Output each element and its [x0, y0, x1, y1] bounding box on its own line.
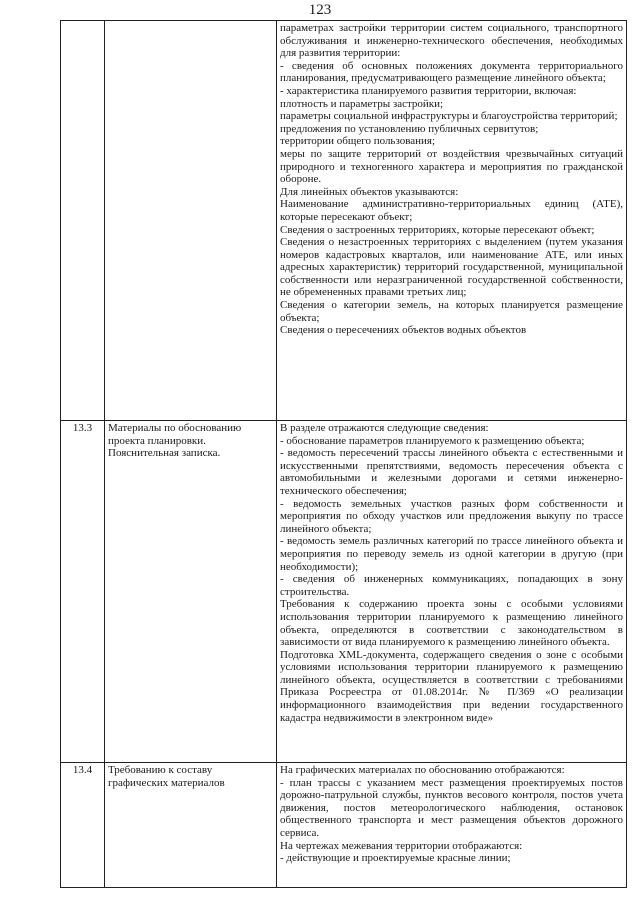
text-line: Сведения о застроенных территориях, которые пересекают объект; [280, 223, 595, 236]
text-line: Наименование административно-территориальных единиц (АТЕ), которые пересекают объект; [280, 198, 623, 223]
text-line: Подготовка XML-документа, содержащего сведения о зоне с особыми условиями использования территории планируемого к размещению линейного объекта, осуществляется в соответствии с требованиями Приказа Росреестра от 01.08.2014г. № П/369 «О реализации информационного взаимодействия при ведении государственного кадастра недвижимости в электронном виде» [280, 648, 623, 724]
text-line: В разделе отражаются следующие сведения: [280, 422, 489, 434]
text-line: - сведения об основных положениях документа территориального планирования, предусматривающего размещение линейного объекта; [280, 59, 623, 85]
text-line: - характеристика планируемого развития территории, включая: [280, 84, 577, 97]
text-line: Сведения о пересечениях объектов водных объектов [280, 324, 527, 337]
row-number: 13.3 [61, 421, 105, 763]
material-name: Материалы по обоснованию проекта планировки. Пояснительная записка. [105, 421, 277, 763]
text-line: территории общего пользования; [280, 135, 436, 148]
text-line: Сведения о категории земель, на которых планируется размещение объекта; [280, 299, 623, 324]
material-name: Требованию к составу графических материалов [105, 763, 277, 888]
text-line: - действующие и проектируемые красные линии; [280, 852, 511, 865]
text-line: На чертежах межевания территории отображаются: [280, 839, 523, 852]
text-line: - ведомость земель различных категорий по трассе линейного объекта и мероприятия по переводу земель из одной категории в другую (при необходимости); [280, 535, 623, 573]
text-line: меры по защите территорий от воздействия чрезвычайных ситуаций природного и техногенного характера и мероприятия по гражданской обороне. [280, 147, 623, 186]
requirements-table [60, 20, 627, 888]
requirements-text [277, 21, 627, 421]
material-name [105, 21, 277, 421]
row-number: 13.4 [61, 763, 105, 888]
text-line: - ведомость земельных участков разных форм собственности и мероприятия по обходу участков или предложения выкупу по трассе линейного объекта; [280, 497, 623, 535]
table-row [61, 763, 627, 888]
text-line: плотность и параметры застройки; [280, 97, 444, 110]
text-line: Сведения о незастроенных территориях с выделением (путем указания номеров кадастровых кварталов, или наименование АТЕ, или иных адресных характеристик) территорий государственной, муниципальной собственности или неразграниченной государственной собственности, не обремененных правами третьих лиц; [280, 236, 623, 299]
table-row [61, 421, 627, 763]
text-line: - обоснование параметров планируемого к размещению объекта; [280, 434, 585, 447]
text-line: - план трассы с указанием мест размещения проектируемых постов дорожно-патрульной службы, пунктов весового контроля, постов учета движения, постов метеорологического наблюдения, остановок общественного транспорта и мест размещения объектов дорожного сервиса. [280, 776, 623, 839]
page-number: 123 [308, 2, 332, 18]
row-number [61, 21, 105, 421]
text-line: предложения по установлению публичных сервитутов; [280, 122, 539, 135]
text-line: Для линейных объектов указываются: [280, 185, 459, 198]
text-line: - сведения об инженерных коммуникациях, попадающих в зону строительства. [280, 573, 623, 598]
text-line: параметрах застройки территории систем социального, транспортного обслуживания и инженерно-технического обеспечения, необходимых для развития территории: [280, 22, 623, 60]
text-line: Требования к содержанию проекта зоны с особыми условиями использования территории планируемого к размещению линейного объекта, определяются в соответствии с законодательством в зависимости от вида планируемого к размещению линейного объекта. [280, 598, 623, 649]
requirements-text [277, 421, 627, 763]
text-line: параметры социальной инфраструктуры и благоустройства территорий; [280, 110, 618, 123]
table-row [61, 21, 627, 421]
text-line: - ведомость пересечений трассы линейного объекта с естественными и искусственными препятствиями, ведомость пересечения объекта с автомобильными и железными дорогами и сетями инженерно-технического обеспечения; [280, 447, 623, 497]
requirements-text [277, 763, 627, 888]
text-line: На графических материалах по обоснованию отображаются: [280, 764, 565, 776]
